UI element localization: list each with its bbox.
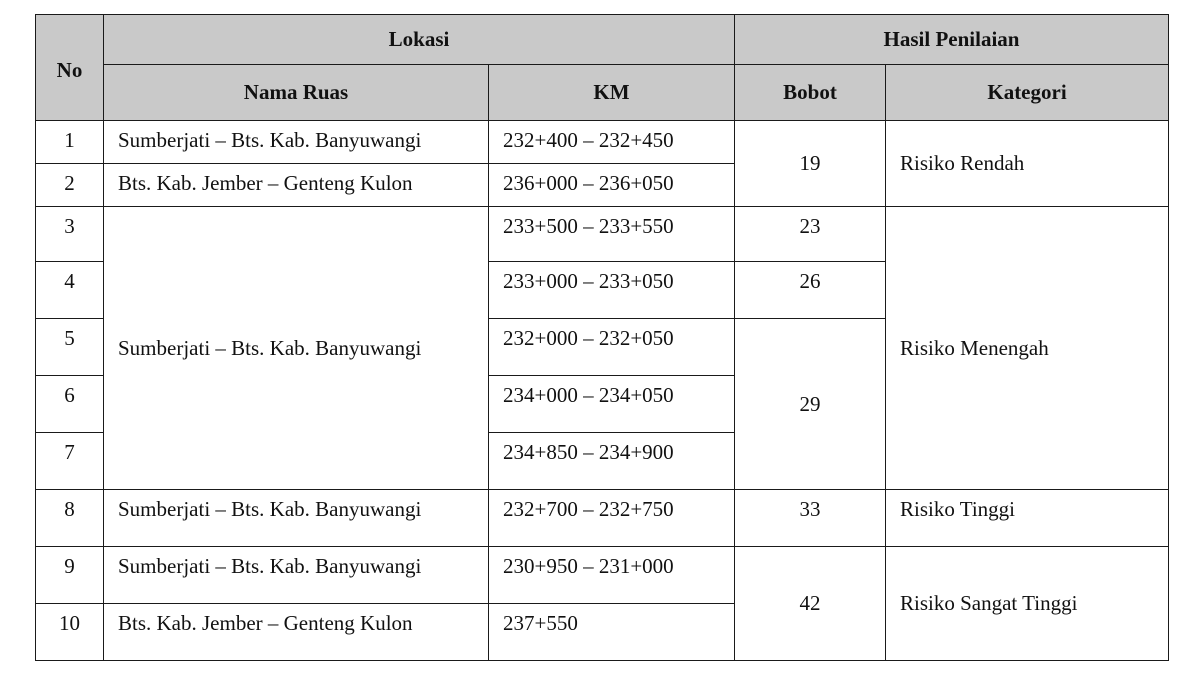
header-bobot: Bobot xyxy=(735,65,886,121)
cell-bobot: 19 xyxy=(735,121,886,207)
header-row-top xyxy=(36,15,1169,65)
cell-km: 230+950 – 231+000 xyxy=(489,547,735,604)
cell-kategori: Risiko Sangat Tinggi xyxy=(886,547,1169,661)
cell-kategori: Risiko Tinggi xyxy=(886,490,1169,547)
table-body xyxy=(36,121,1169,661)
cell-km: 232+700 – 232+750 xyxy=(489,490,735,547)
header-hasil-penilaian: Hasil Penilaian xyxy=(735,15,1169,65)
cell-bobot: 33 xyxy=(735,490,886,547)
cell-bobot: 29 xyxy=(735,319,886,490)
cell-km: 236+000 – 236+050 xyxy=(489,164,735,207)
cell-no: 6 xyxy=(36,376,104,433)
cell-bobot: 42 xyxy=(735,547,886,661)
cell-nama-ruas: Sumberjati – Bts. Kab. Banyuwangi xyxy=(104,490,489,547)
cell-km: 234+850 – 234+900 xyxy=(489,433,735,490)
cell-nama-ruas: Sumberjati – Bts. Kab. Banyuwangi xyxy=(104,207,489,490)
cell-no: 2 xyxy=(36,164,104,207)
cell-kategori: Risiko Rendah xyxy=(886,121,1169,207)
table-row xyxy=(36,490,1169,547)
cell-km: 233+000 – 233+050 xyxy=(489,262,735,319)
table-row xyxy=(36,121,1169,164)
cell-nama-ruas: Sumberjati – Bts. Kab. Banyuwangi xyxy=(104,121,489,164)
table-row xyxy=(36,207,1169,262)
header-kategori: Kategori xyxy=(886,65,1169,121)
risk-assessment-table xyxy=(35,14,1169,661)
cell-km: 234+000 – 234+050 xyxy=(489,376,735,433)
cell-nama-ruas: Bts. Kab. Jember – Genteng Kulon xyxy=(104,164,489,207)
cell-no: 5 xyxy=(36,319,104,376)
table-header xyxy=(36,15,1169,121)
header-row-sub xyxy=(36,65,1169,121)
cell-no: 4 xyxy=(36,262,104,319)
header-lokasi: Lokasi xyxy=(104,15,735,65)
table-row xyxy=(36,547,1169,604)
cell-nama-ruas: Bts. Kab. Jember – Genteng Kulon xyxy=(104,604,489,661)
cell-kategori: Risiko Menengah xyxy=(886,207,1169,490)
cell-no: 1 xyxy=(36,121,104,164)
header-no: No xyxy=(36,15,104,121)
cell-km: 237+550 xyxy=(489,604,735,661)
cell-km: 232+400 – 232+450 xyxy=(489,121,735,164)
cell-km: 232+000 – 232+050 xyxy=(489,319,735,376)
cell-no: 8 xyxy=(36,490,104,547)
cell-bobot: 23 xyxy=(735,207,886,262)
cell-no: 9 xyxy=(36,547,104,604)
header-km: KM xyxy=(489,65,735,121)
cell-no: 7 xyxy=(36,433,104,490)
cell-nama-ruas: Sumberjati – Bts. Kab. Banyuwangi xyxy=(104,547,489,604)
cell-bobot: 26 xyxy=(735,262,886,319)
cell-no: 10 xyxy=(36,604,104,661)
header-nama-ruas: Nama Ruas xyxy=(104,65,489,121)
cell-km: 233+500 – 233+550 xyxy=(489,207,735,262)
cell-no: 3 xyxy=(36,207,104,262)
